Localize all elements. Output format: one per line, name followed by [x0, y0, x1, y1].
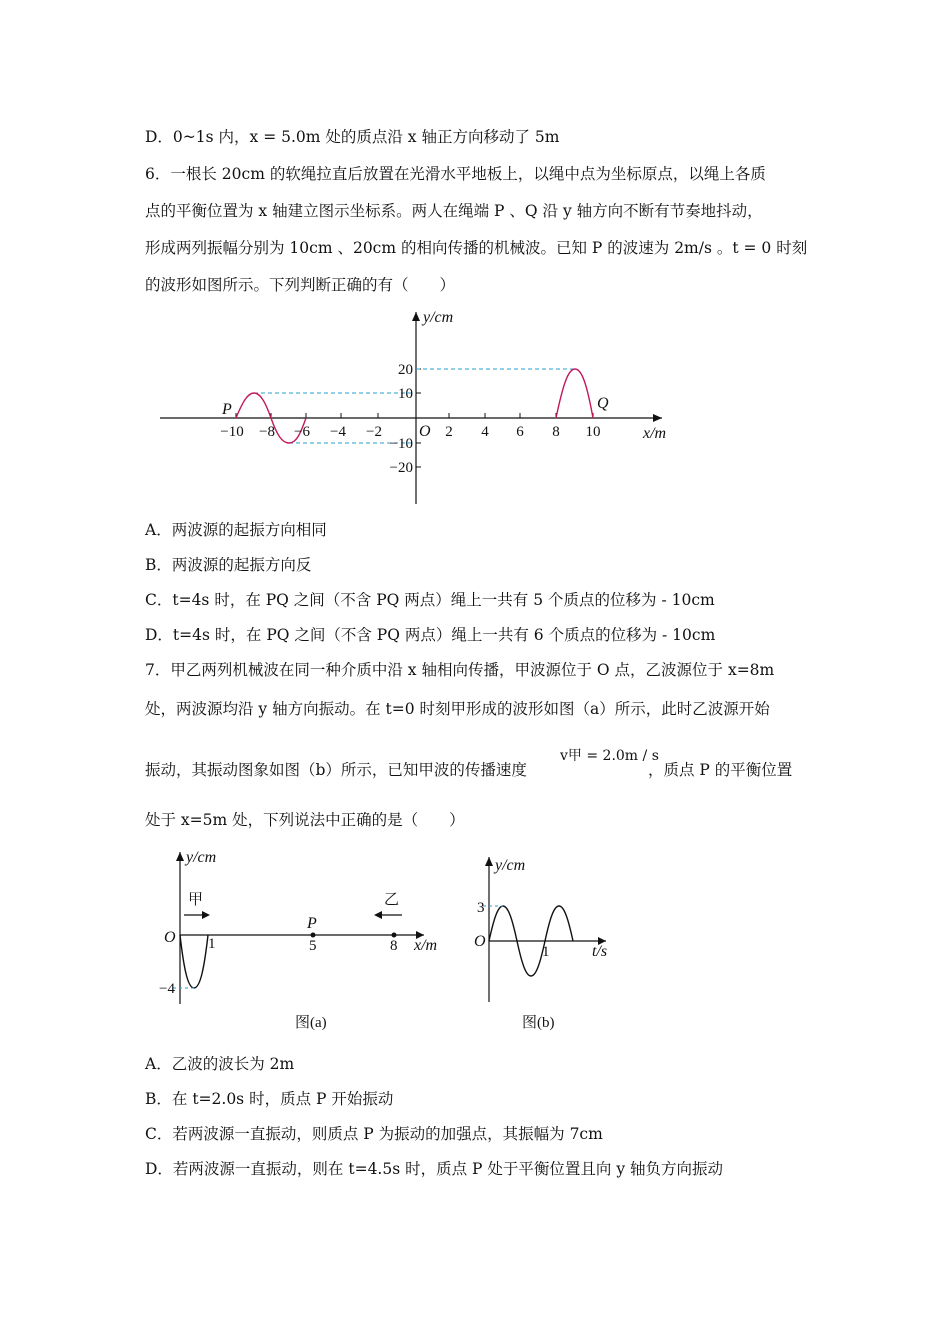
fig1-point-q: Q	[597, 395, 609, 412]
wave-figure-a	[155, 845, 455, 1035]
fig-a-point-p: P	[307, 915, 317, 932]
fig1-y-label: y/cm	[423, 309, 454, 326]
fig1-xtick: −6	[294, 424, 310, 440]
fig1-point-p: P	[222, 401, 232, 418]
fig1-xtick: 10	[585, 424, 601, 440]
fig-a-ymin: −4	[159, 981, 175, 997]
q7-option-b: B．在 t=2.0s 时，质点 P 开始振动	[145, 1090, 394, 1108]
fig-b-x-label: t/s	[592, 943, 608, 960]
fig-a-x-label: x/m	[414, 937, 438, 954]
q7-option-c: C．若两波源一直振动，则质点 P 为振动的加强点，其振幅为 7cm	[145, 1125, 603, 1143]
q6-option-c: C．t=4s 时，在 PQ 之间（不含 PQ 两点）绳上一共有 5 个质点的位移为 - 10cm	[145, 591, 715, 609]
q7-option-d: D．若两波源一直振动，则在 t=4.5s 时，质点 P 处于平衡位置且向 y 轴负方向振动	[145, 1160, 723, 1178]
fig-a-tick: 8	[390, 938, 398, 954]
fig-a-tick: 1	[208, 936, 216, 952]
fig1-ytick: −10	[389, 436, 413, 452]
q5-option-d: D．0~1s 内，x = 5.0m 处的质点沿 x 轴正方向移动了 5m	[145, 128, 560, 146]
q7-stem-line1: 7．甲乙两列机械波在同一种介质中沿 x 轴相向传播，甲波源位于 O 点，乙波源位于 x=8m	[145, 661, 775, 679]
q6-stem-line3: 形成两列振幅分别为 10cm 、20cm 的相向传播的机械波。已知 P 的波速为 2m/s 。t = 0 时刻	[145, 239, 808, 257]
fig-b-origin: O	[474, 933, 486, 950]
speed-formula: v甲 = 2.0m / s	[560, 748, 659, 764]
fig1-xtick: 2	[445, 424, 453, 440]
fig1-xtick: −10	[220, 424, 244, 440]
fig-a-jia: 甲	[188, 892, 204, 908]
fig1-xtick: 4	[481, 424, 489, 440]
q6-stem-line1: 6．一根长 20cm 的软绳拉直后放置在光滑水平地板上，以绳中点为坐标原点，以绳上各质	[145, 165, 766, 183]
fig1-origin: O	[419, 423, 431, 440]
fig-b-caption: 图(b)	[522, 1015, 555, 1031]
q7-stem-line3-a: 振动，其振动图象如图（b）所示，已知甲波的传播速度	[145, 761, 527, 779]
fig-a-origin: O	[164, 929, 176, 946]
q7-stem-line4: 处于 x=5m 处，下列说法中正确的是（ ）	[145, 811, 465, 829]
fig-b-ymax: 3	[477, 900, 485, 916]
q6-option-a: A．两波源的起振方向相同	[145, 521, 327, 539]
fig-b-tick: 1	[542, 944, 550, 960]
fig1-ytick: 20	[398, 362, 413, 378]
vibration-figure-b	[460, 850, 620, 1035]
q6-stem-line4: 的波形如图所示。下列判断正确的有（ ）	[145, 276, 456, 294]
fig-a-caption: 图(a)	[295, 1015, 327, 1031]
q7-option-a: A．乙波的波长为 2m	[145, 1055, 295, 1073]
fig-b-y-label: y/cm	[495, 857, 526, 874]
fig-a-yi: 乙	[384, 892, 400, 908]
fig1-xtick: −2	[366, 424, 382, 440]
fig1-ytick: −20	[389, 460, 413, 476]
fig1-xtick: −8	[259, 424, 275, 440]
fig1-xtick: 6	[516, 424, 524, 440]
fig-a-y-label: y/cm	[186, 849, 217, 866]
fig1-xtick: 8	[552, 424, 560, 440]
q6-stem-line2: 点的平衡位置为 x 轴建立图示坐标系。两人在绳端 P 、Q 沿 y 轴方向不断有节奏地抖动，	[145, 202, 763, 220]
fig1-xtick: −4	[330, 424, 346, 440]
q6-option-d: D．t=4s 时，在 PQ 之间（不含 PQ 两点）绳上一共有 6 个质点的位移为 - 10cm	[145, 626, 716, 644]
q6-option-b: B．两波源的起振方向反	[145, 556, 312, 574]
q7-stem-line3-b: ，质点 P 的平衡位置	[648, 761, 793, 779]
q7-stem-line2: 处，两波源均沿 y 轴方向振动。在 t=0 时刻甲形成的波形如图（a）所示，此时乙波源开始	[145, 700, 770, 718]
fig1-x-label: x/m	[643, 425, 667, 442]
fig-a-tick: 5	[309, 938, 317, 954]
fig1-ytick: 10	[398, 386, 413, 402]
wave-figure-q6	[150, 302, 680, 512]
